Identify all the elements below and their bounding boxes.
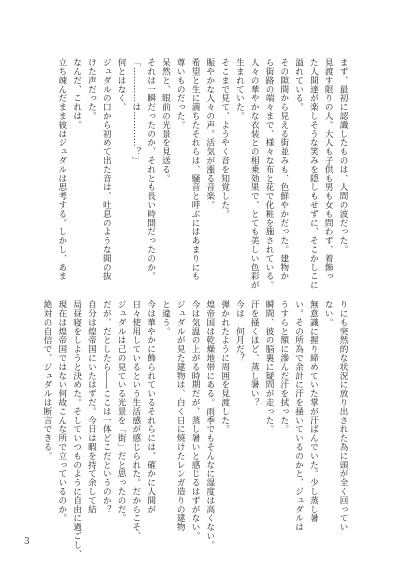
text-line: けた声だった。 (86, 58, 97, 121)
text-line: なんだ、これは。 (71, 58, 82, 130)
text-line: 「…………は…………？」 (130, 58, 141, 165)
text-line: 呆然と、眼前の光景を見送る。 (160, 58, 171, 183)
text-line: 今は気温の上がる時期だが、蒸し暑いと感じるはずがない。 (190, 300, 201, 541)
text-line: い。その所為で余計に汗を掻いているのかと、ジュダルは (293, 300, 304, 532)
text-line: その隙間から見える街並みも、色鮮やかだった。建物か (278, 58, 289, 281)
text-line: 無意識に握り締めていた掌が汗ばんでいた。少し蒸し暑 (308, 300, 319, 523)
lower-text-block (42, 300, 350, 559)
text-line: それは一瞬だったのか、それとも長い時間だったのか。 (145, 58, 156, 281)
text-line: そこまで見て、ようやく音を知覚した。 (219, 58, 230, 219)
text-line: 溢れている。 (293, 58, 304, 112)
text-line: 今は華やかに飾られているそれらには、確かに人間が (145, 300, 156, 514)
text-line: た人間達が楽しそうな笑みを隠しもせずに、そこかしこに (308, 58, 319, 290)
text-line: 瞬間、彼の脳裏に疑問が走った。 (264, 300, 275, 434)
text-line: 人々の華やかな衣装との相乗効果で、とても美しい色彩が (249, 58, 260, 290)
text-line: 希望と生に満ちたそれらは、騒音と呼ぶにはあまりにも (190, 58, 201, 281)
text-line: 尊いものだった。 (175, 58, 186, 130)
text-line: 賑やかな人々の声。活気が漲る音楽。 (204, 58, 215, 210)
text-line: 絶対の自信で、ジュダルは断言できる。 (42, 300, 53, 461)
text-line: ジュダルの口から初めて出た音は、吐息のような間の抜 (101, 58, 112, 281)
text-line: ら街路の端々まで、様々な布と花で化粧を施されている。 (264, 58, 275, 290)
text-line: 何とはなく、 (116, 58, 127, 112)
text-line: りにも突然的な状況に放り出された為に頭が全く回ってい (338, 300, 348, 532)
upper-text-block (50, 58, 350, 290)
text-line: まず、最初に認識したものは、人間の波だった。 (338, 58, 348, 254)
text-line: 今は 何月だ？ (234, 300, 245, 363)
text-line: 立ち竦んだまま彼はジュダルは思考する。しかし、あま (56, 58, 67, 281)
text-line: 見渡す限りの人。大人も子供も男も女も問わず、着飾っ (323, 58, 334, 281)
text-line: と違う。 (160, 300, 171, 336)
text-line: ジュダルは己の見ている光景を「街」だと思ったのだ。 (116, 300, 127, 523)
text-line: ない。 (323, 300, 334, 327)
text-line: 生まれていた。 (234, 58, 245, 121)
page-number: 3 (24, 537, 30, 547)
text-line: 局昼寝をしようと決めた。そしていつものように自由に過ごし、 (71, 300, 82, 559)
text-line: 汗を掻くほど、蒸し暑い？ (249, 300, 260, 407)
text-line: 現在は煌帝国ではない何故こんな所で立っているのか。 (56, 300, 67, 523)
text-line: 自分は煌帝国にいたはずだ。今日は暇を持て余して結 (86, 300, 97, 514)
text-line: 弾かれたように周囲を見渡した。 (219, 300, 230, 434)
text-line: 煌帝国は乾燥地帯にある。雨季でもそんなに湿度は高くない。 (204, 300, 215, 550)
text-line: 日々使用しているという生活感が感じられた。だからこそ、 (130, 300, 141, 541)
text-line: だが、だとしたら――ここは一体どこだというのか？ (101, 300, 112, 514)
text-line: うすらと額に滲んだ汗を拭った。 (278, 300, 289, 434)
text-line: ジュダルが見た建物は、白く日に焼けたレンガ造りの建物 (175, 300, 186, 532)
